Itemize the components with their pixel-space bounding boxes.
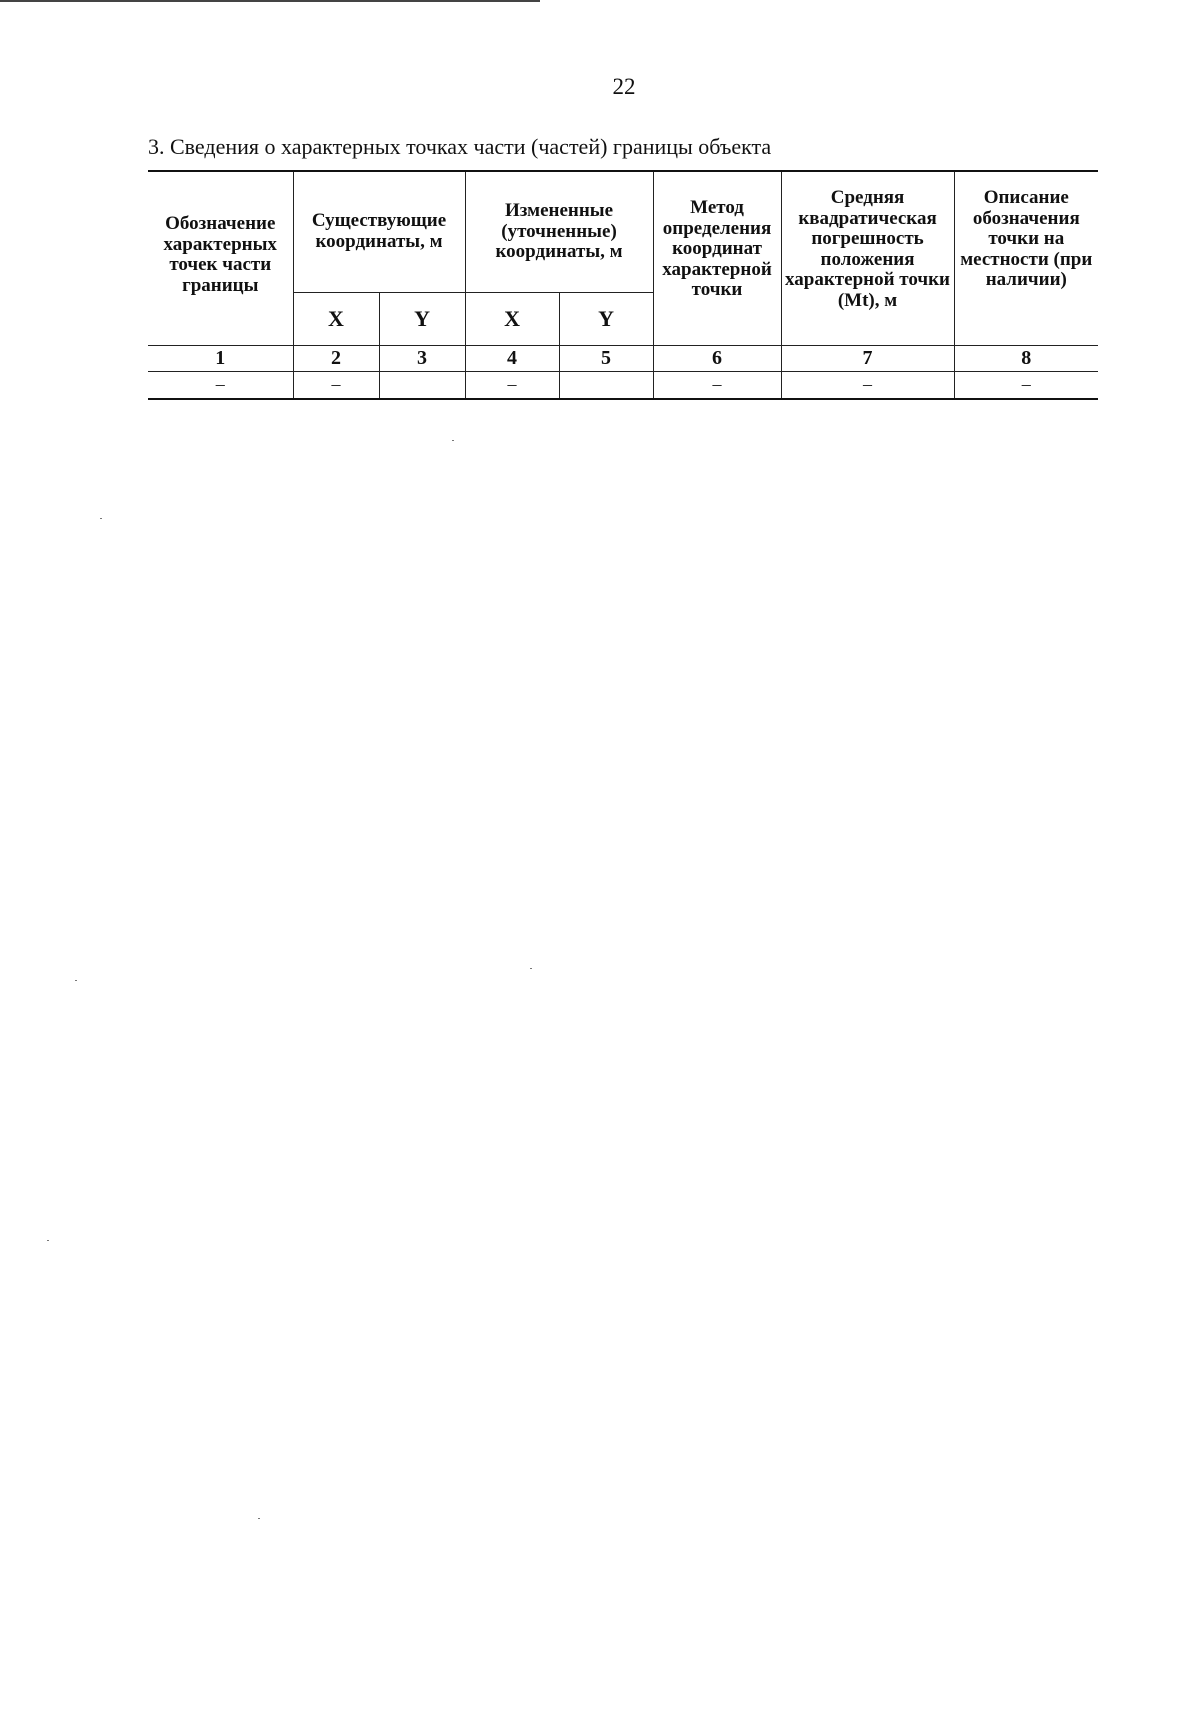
column-number: 4 [465, 346, 559, 372]
page-number: 22 [612, 74, 636, 99]
scan-edge-line [0, 0, 540, 2]
header-existing-coordinates: Существующие координаты, м [293, 171, 465, 293]
header-point-designation: Обозначение характерных точек части границы [148, 171, 293, 346]
column-number: 8 [954, 346, 1098, 372]
column-number: 1 [148, 346, 293, 372]
table-cell: – [148, 372, 293, 400]
header-x-existing: X [293, 293, 379, 346]
header-y-existing: Y [379, 293, 465, 346]
header-method: Метод определения координат характерной точки [653, 171, 781, 346]
column-number: 6 [653, 346, 781, 372]
column-number: 7 [781, 346, 954, 372]
table-cell: – [653, 372, 781, 400]
column-number: 2 [293, 346, 379, 372]
header-y-changed: Y [559, 293, 653, 346]
table-cell: – [781, 372, 954, 400]
header-row [148, 171, 1098, 293]
header-mean-square-error: Средняя квадратическая погрешность положения характерной точки (Mt), м [781, 171, 954, 346]
column-number: 3 [379, 346, 465, 372]
scan-speck [258, 1518, 260, 1519]
scan-speck [530, 968, 532, 969]
table-cell: – [293, 372, 379, 400]
table-cell [379, 372, 465, 400]
scan-speck [452, 440, 454, 441]
header-x-changed: X [465, 293, 559, 346]
section-title: 3. Сведения о характерных точках части (частей) границы объекта [148, 134, 772, 159]
table-row [148, 372, 1098, 400]
table-cell: – [465, 372, 559, 400]
table-cell [559, 372, 653, 400]
header-changed-coordinates: Измененные (уточненные) координаты, м [465, 171, 653, 293]
column-number: 5 [559, 346, 653, 372]
header-point-description: Описание обозначения точки на местности (при наличии) [954, 171, 1098, 346]
scan-speck [47, 1240, 49, 1241]
characteristic-points-table [148, 170, 1098, 400]
scan-speck [100, 518, 102, 519]
scan-speck [75, 980, 77, 981]
table-cell: – [954, 372, 1098, 400]
column-number-row [148, 346, 1098, 372]
